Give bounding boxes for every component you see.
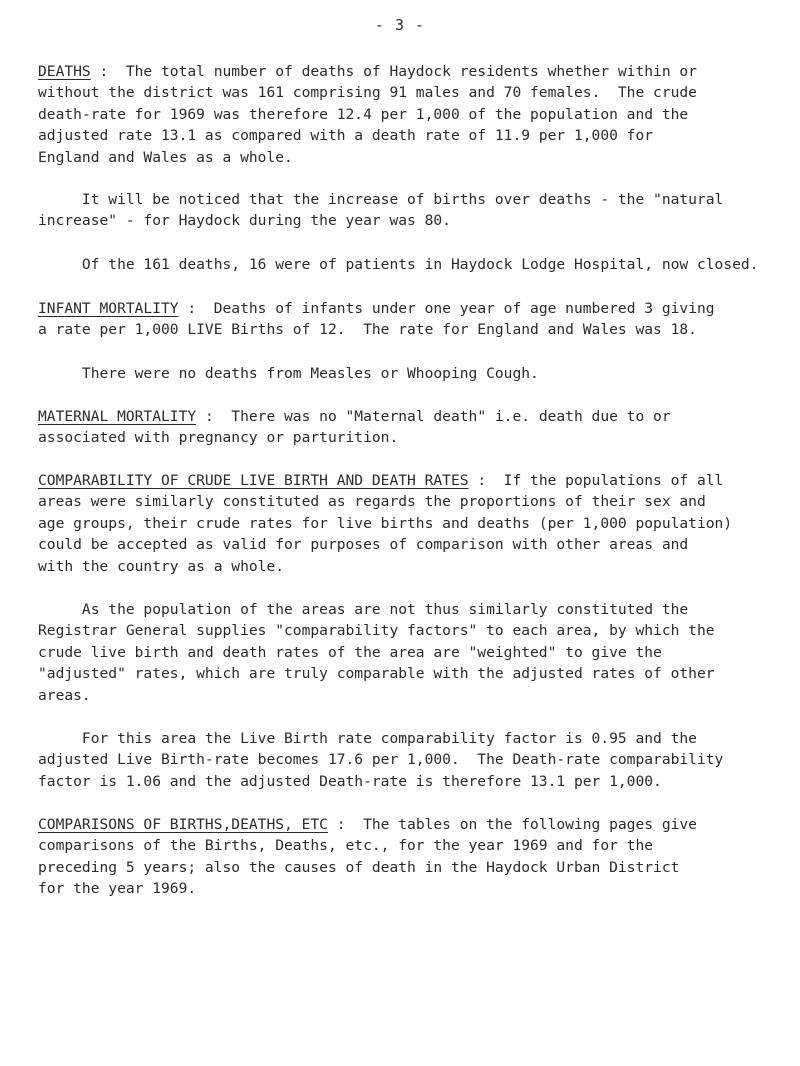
infant-mortality-line-1: INFANT MORTALITY : Deaths of infants under one year of age numbered 3 giving (38, 300, 715, 317)
comparisons-line-2: comparisons of the Births, Deaths, etc., for the year 1969 and for the (38, 837, 654, 854)
deaths-heading: DEATHS (38, 63, 91, 80)
deaths-line-5: England and Wales as a whole. (38, 149, 293, 166)
maternal-mortality-line-1: MATERNAL MORTALITY : There was no "Maternal death" i.e. death due to or (38, 408, 671, 425)
infant-mortality-line-2: a rate per 1,000 LIVE Births of 12. The rate for England and Wales was 18. (38, 321, 697, 338)
registrar-line-2: Registrar General supplies "comparability factors" to each area, by which the (38, 622, 715, 639)
factors-line-3: factor is 1.06 and the adjusted Death-rate is therefore 13.1 per 1,000. (38, 773, 662, 790)
infant-mortality-heading: INFANT MORTALITY (38, 300, 179, 317)
hospital-deaths-line: Of the 161 deaths, 16 were of patients in Haydock Lodge Hospital, now closed. (38, 256, 759, 273)
deaths-line-1: DEATHS : The total number of deaths of Haydock residents whether within or (38, 63, 697, 80)
natural-increase-line-1: It will be noticed that the increase of births over deaths - the "natural (38, 191, 724, 208)
comparability-line-2: areas were similarly constituted as regards the proportions of their sex and (38, 493, 706, 510)
registrar-line-5: areas. (38, 687, 91, 704)
natural-increase-line-2: increase" - for Haydock during the year was 80. (38, 212, 451, 229)
comparisons-heading: COMPARISONS OF BIRTHS,DEATHS, ETC (38, 816, 328, 833)
registrar-line-1: As the population of the areas are not thus similarly constituted the (38, 601, 689, 618)
measles-line: There were no deaths from Measles or Whooping Cough. (38, 365, 539, 382)
comparisons-line-4: for the year 1969. (38, 880, 197, 897)
deaths-line-2: without the district was 161 comprising 91 males and 70 females. The crude (38, 84, 697, 101)
comparability-heading: COMPARABILITY OF CRUDE LIVE BIRTH AND DEATH RATES (38, 472, 469, 489)
factors-line-1: For this area the Live Birth rate comparability factor is 0.95 and the (38, 730, 697, 747)
deaths-line-3: death-rate for 1969 was therefore 12.4 per 1,000 of the population and the (38, 106, 689, 123)
factors-line-2: adjusted Live Birth-rate becomes 17.6 per 1,000. The Death-rate comparability (38, 751, 724, 768)
comparability-line-3: age groups, their crude rates for live births and deaths (per 1,000 population) (38, 515, 733, 532)
registrar-line-4: "adjusted" rates, which are truly comparable with the adjusted rates of other (38, 665, 715, 682)
comparability-line-1: COMPARABILITY OF CRUDE LIVE BIRTH AND DEATH RATES : If the populations of all (38, 472, 724, 489)
registrar-line-3: crude live birth and death rates of the area are "weighted" to give the (38, 644, 662, 661)
comparability-line-4: could be accepted as valid for purposes of comparison with other areas and (38, 536, 689, 553)
comparisons-line-1: COMPARISONS OF BIRTHS,DEATHS, ETC : The tables on the following pages give (38, 816, 697, 833)
maternal-mortality-line-2: associated with pregnancy or parturition. (38, 429, 399, 446)
maternal-mortality-heading: MATERNAL MORTALITY (38, 408, 197, 425)
comparability-line-5: with the country as a whole. (38, 558, 285, 575)
comparisons-line-3: preceding 5 years; also the causes of death in the Haydock Urban District (38, 859, 680, 876)
deaths-line-4: adjusted rate 13.1 as compared with a death rate of 11.9 per 1,000 for (38, 127, 654, 144)
page-number: - 3 - (374, 16, 426, 34)
